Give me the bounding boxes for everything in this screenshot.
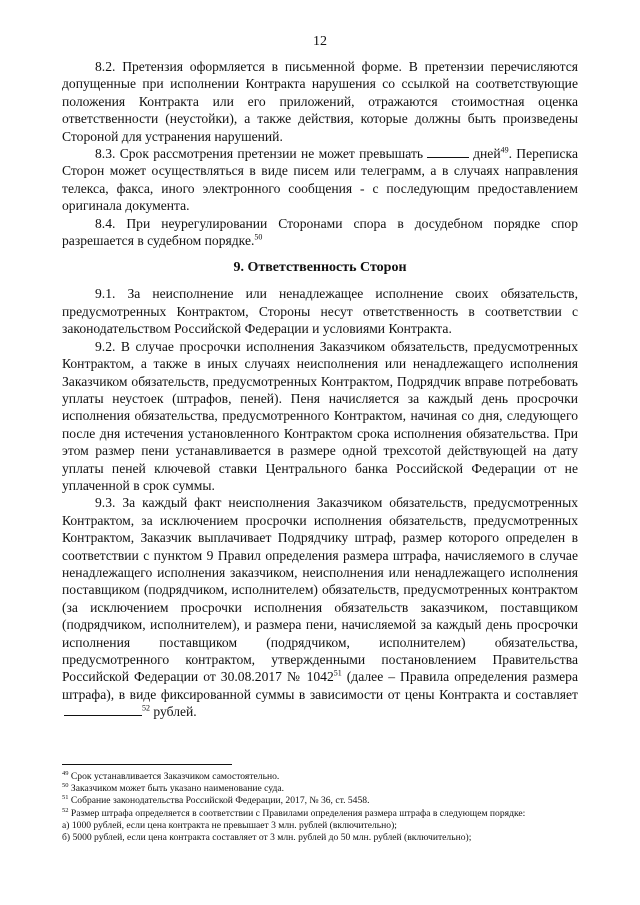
footnote-item: а) 1000 рублей, если цена контракта не превышает 3 млн. рублей (включительно); (62, 819, 397, 831)
paragraph-8-3-text-a: 8.3. Срок рассмотрения претензии не может превышать (95, 146, 424, 162)
footnote-ref-52: 52 (142, 703, 150, 713)
footnote-ref-51: 51 (333, 668, 342, 678)
paragraph-9-2: 9.2. В случае просрочки исполнения Заказчиком обязательств, предусмотренных Контрактом, а также в иных случаях неисполнения или ненадлежащего исполнения Заказчиком обязательств, предусмотренных Контрактом, Подрядчик вправе потребовать уплаты неустоек (штрафов, пеней). Пеня начисляется за каждый день просрочки исполнения обязательства, предусмотренного Контрактом, начиная со дня, следующего после дня истечения установленного Контрактом срока исполнения обязательства. При этом размер пени устанавливается в размере одной трехсотой действующей на дату уплаты пеней ключевой ставки Центрального банка Российской Федерации от не уплаченной в срок суммы. (62, 338, 578, 493)
footnote-ref-50: 50 (254, 232, 263, 242)
paragraph-8-3-days: дней (473, 146, 501, 162)
page-number: 12 (313, 34, 327, 49)
footnotes (62, 771, 582, 844)
paragraph-8-4-text: 8.4. При неурегулировании Сторонами спора в досудебном порядке спор разрешается в судебном порядке. (62, 215, 578, 249)
footnote-divider (62, 764, 232, 765)
footnote-item: б) 5000 рублей, если цена контракта составляет от 3 млн. рублей до 50 млн. рублей (включительно); (62, 832, 472, 844)
fine-amount-blank-field (64, 703, 142, 716)
paragraph-8-3-text-c: . Переписка Сторон может осуществляться в виде писем или телеграмм, а в случаях направления телекса, факса, иного электронного сообщения - с последующим предоставлением оригинала документа. (62, 146, 578, 214)
footnote: $^{50}$ Заказчиком может быть указано наименование суда. (62, 782, 285, 795)
paragraph-8-2: 8.2. Претензия оформляется в письменной форме. В претензии перечисляются допущенные при исполнении Контракта нарушения со ссылкой на соответствующие положения Контракта или его приложений, отражаются стоимостная оценка ответственности (неустойки), а также действия, которые должны быть произведены Стороной для устранения нарушений. (62, 59, 578, 144)
paragraph-9-3 (62, 494, 578, 720)
paragraph-9-3-text-a: 9.3. За каждый факт неисполнения Заказчиком обязательств, предусмотренных Контрактом, за исключением просрочки исполнения обязательств, предусмотренных Контрактом, Заказчик выплачивает Подрядчику штраф, размер которого определен в соответствии с пунктом 9 Правил определения размера штрафа, начисляемого в случае ненадлежащего исполнения заказчиком, неисполнения или ненадлежащего исполнения поставщиком (подрядчиком, исполнителем) обязательств, предусмотренных контрактом (за исключением просрочки исполнения обязательств заказчиком, поставщиком (подрядчиком, исполнителем), и размера пени, начисляемой за каждый день просрочки исполнения поставщиком (подрядчиком, исполнителем) обязательства, предусмотренного контрактом, утвержденными постановлением Правительства Российской Федерации от 30.08.2017 № 1042 (62, 495, 578, 685)
paragraph-8-3 (62, 145, 578, 215)
footnote: $^{51}$ Собрание законодательства Российской Федерации, 2017, № 36, ст. 5458. (62, 794, 370, 807)
footnote: $^{52}$ Размер штрафа определяется в соответствии с Правилами определения размера штрафа в следующем порядке: (62, 806, 526, 819)
paragraph-9-1: 9.1. За неисполнение или ненадлежащее исполнение своих обязательств, предусмотренных Контрактом, Стороны несут ответственность в соответствии с законодательством Российской Федерации и условиями Контракта. (62, 286, 578, 337)
section-9-title: 9. Ответственность Сторон (233, 260, 407, 276)
document-body (62, 58, 578, 721)
footnote: $^{49}$ Срок устанавливается Заказчиком самостоятельно. (62, 769, 280, 782)
days-blank-field (427, 145, 469, 158)
paragraph-9-3-text-b: (далее – Правила определения размера штрафа), в виде фиксированной суммы в зависимости от цены Контракта и составляет (62, 669, 578, 702)
footnote-ref-49: 49 (500, 145, 509, 155)
paragraph-8-4 (62, 215, 578, 250)
paragraph-9-3-text-c: рублей. (150, 704, 197, 720)
